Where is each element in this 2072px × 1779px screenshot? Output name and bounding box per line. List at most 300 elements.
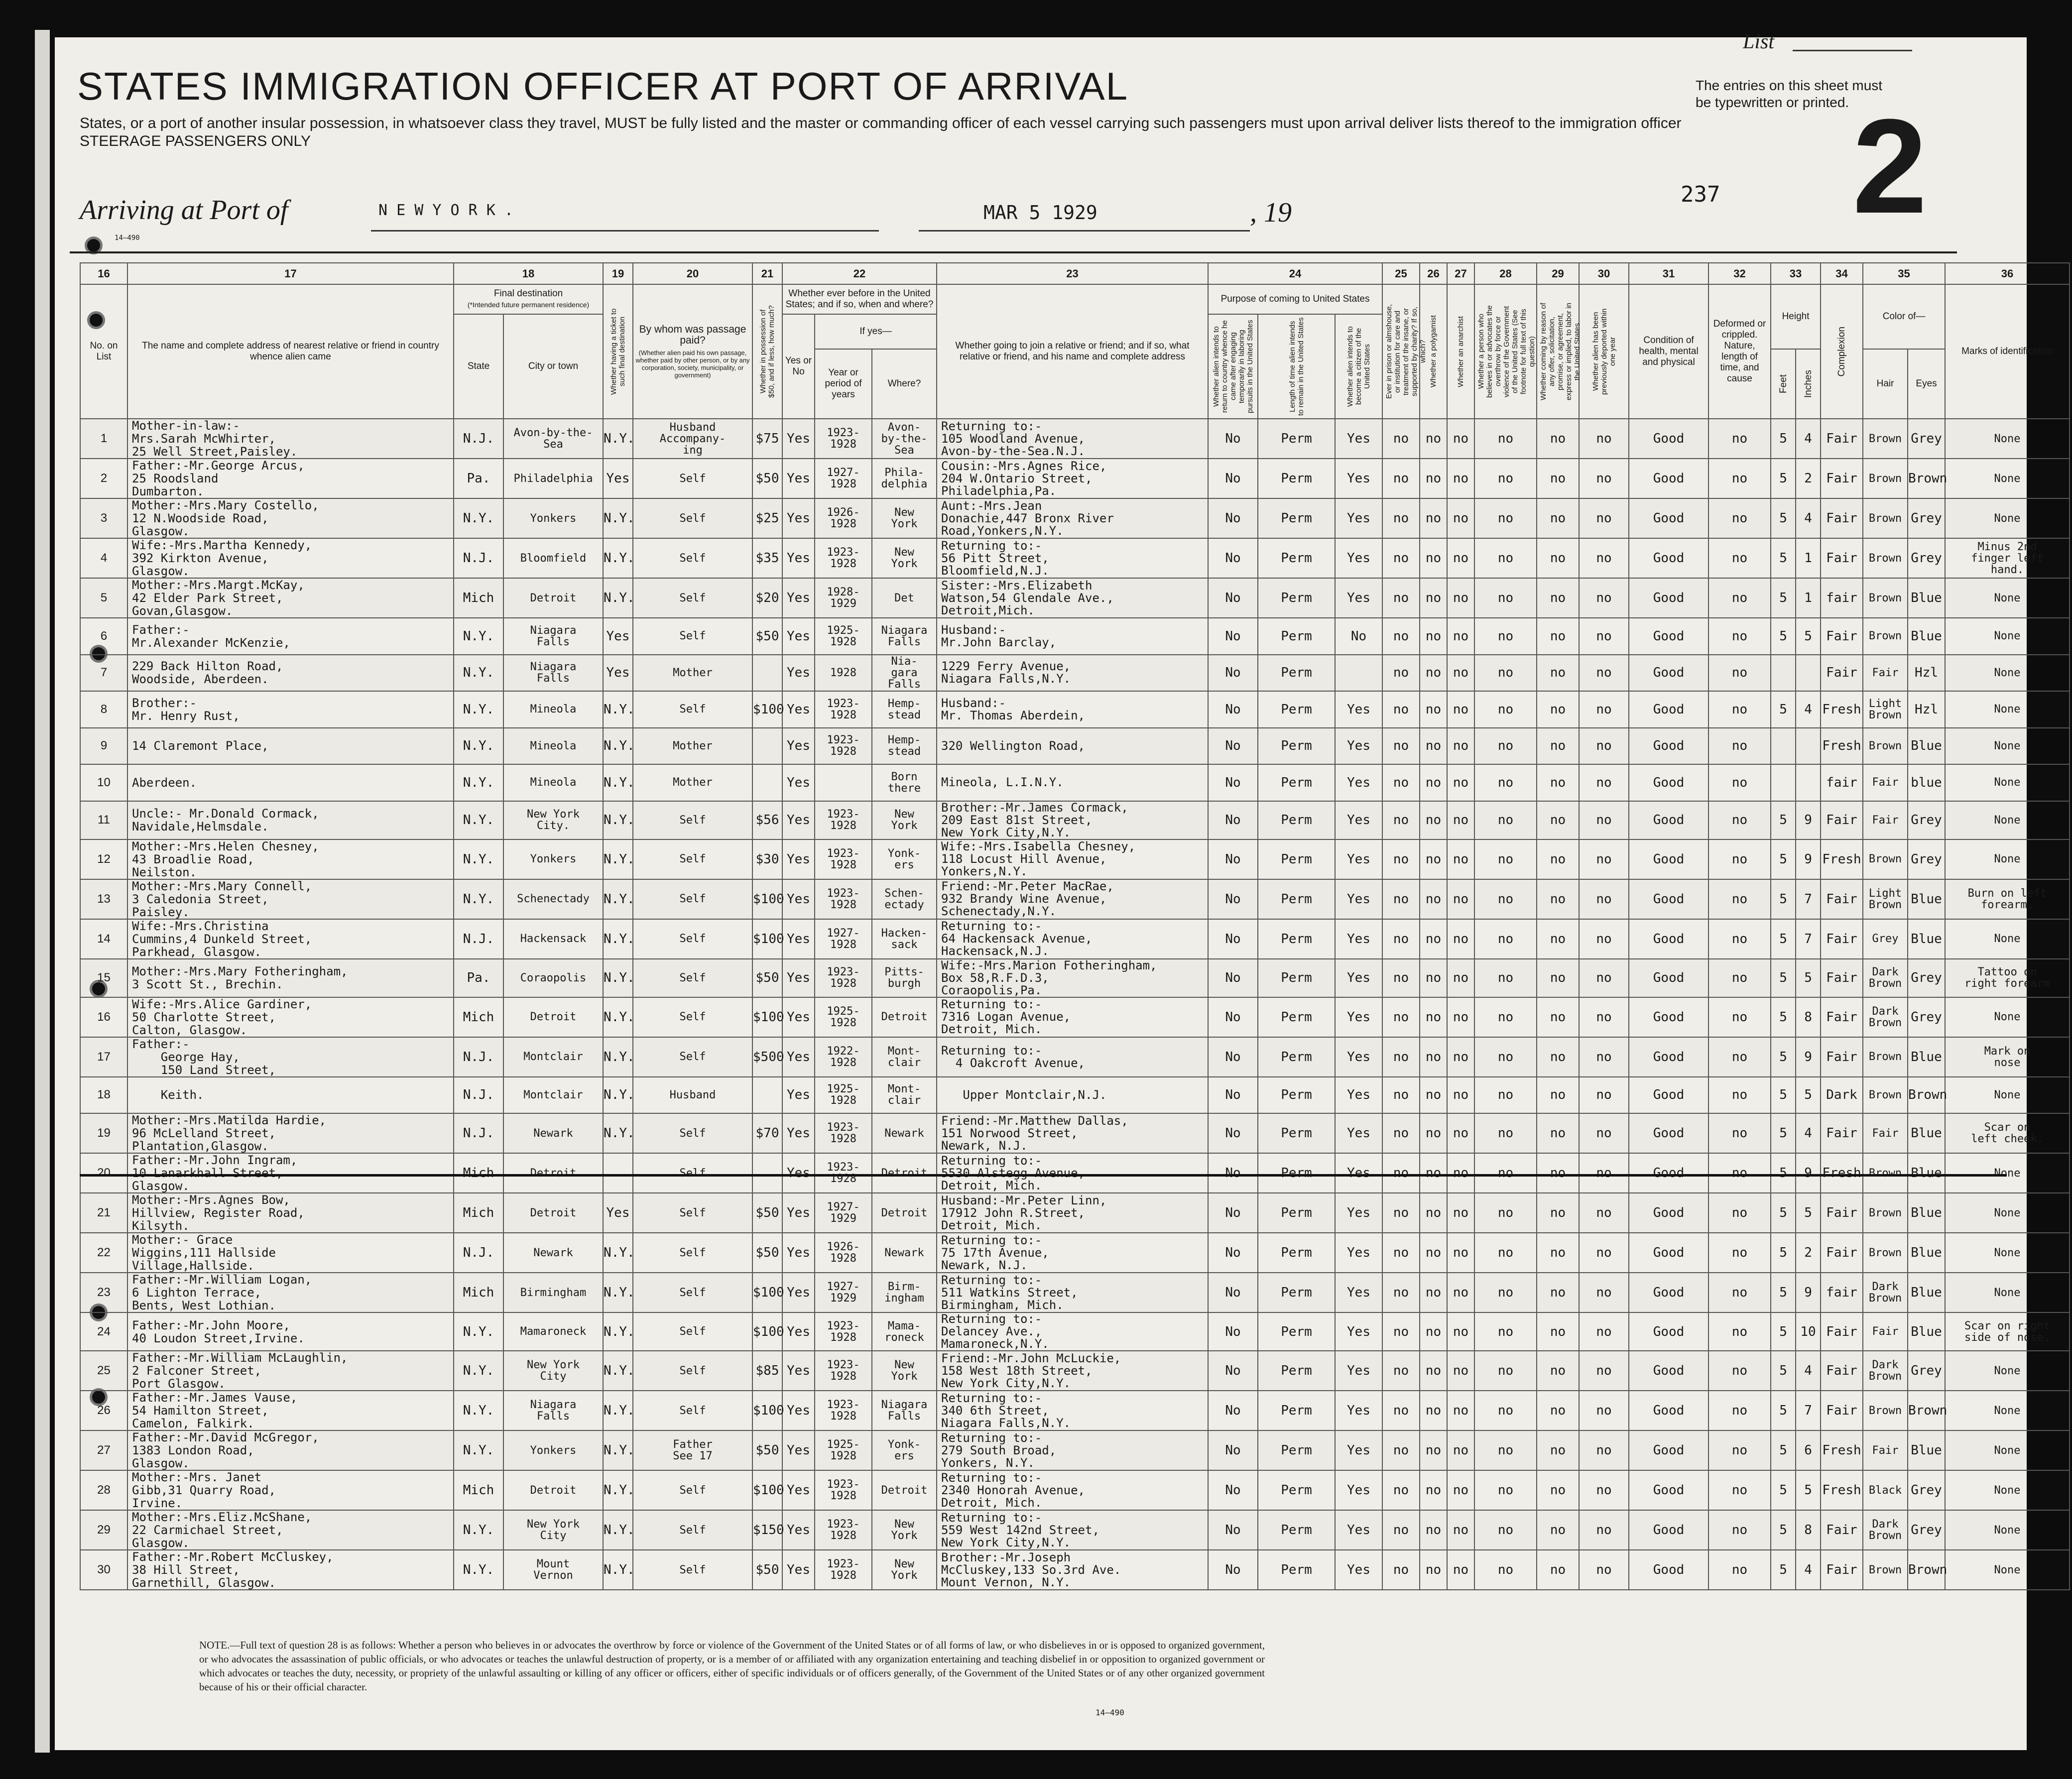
paid-by-cell: Mother [633, 728, 752, 765]
q28-cell: no [1474, 1037, 1537, 1077]
eyes-cell: Brown [1908, 459, 1945, 498]
eyes-cell: Blue [1908, 1312, 1945, 1351]
years-cell: 1923- 1928 [815, 1550, 872, 1590]
q29-cell: no [1537, 1233, 1579, 1273]
years-cell: 1923- 1928 [815, 1153, 872, 1193]
anarchist-cell: no [1447, 498, 1474, 538]
q29-label: Whether coming by reason of any offer, solicitation, promise, or agreement, express or implied, to labor in the United States [1539, 303, 1582, 400]
before-us-cell: Yes [782, 578, 815, 618]
where-cell: Detroit [872, 1470, 937, 1510]
paid-by-cell: Self [633, 538, 752, 578]
where-cell: New York [872, 498, 937, 538]
where-cell: Pitts- burgh [872, 959, 937, 997]
stay-length-cell: Perm [1258, 801, 1335, 839]
q28-label: Whether a person who believes in or advocates the overthrow by force or violence of the Government of the United States (See footnote for full text of this question) [1477, 305, 1537, 398]
polygamist-cell: no [1420, 997, 1447, 1037]
ticket-cell: N.Y. [603, 997, 633, 1037]
hair-cell: Brown [1863, 728, 1908, 765]
years-cell: 1927- 1929 [815, 1273, 872, 1312]
anarchist-cell: no [1447, 1077, 1474, 1114]
height-inches-cell: 9 [1796, 839, 1821, 879]
return-intent-cell: No [1208, 879, 1258, 919]
city-cell: Mamaroneck [503, 1312, 603, 1351]
height-inches-cell: 9 [1796, 1153, 1821, 1193]
q28-cell: no [1474, 1233, 1537, 1273]
q30-cell: no [1579, 1113, 1629, 1153]
money-cell: $35 [752, 538, 782, 578]
years-cell: 1923- 1928 [815, 801, 872, 839]
ticket-cell: N.Y. [603, 1510, 633, 1550]
height-inches-cell: 4 [1796, 1550, 1821, 1590]
table-row [80, 1233, 2070, 1273]
before-us-cell: Yes [782, 419, 815, 459]
q29-cell: no [1537, 618, 1579, 655]
anarchist-cell: no [1447, 419, 1474, 459]
q30-cell: no [1579, 1312, 1629, 1351]
return-intent-cell: No [1208, 498, 1258, 538]
years-cell [815, 764, 872, 801]
state-cell: N.J. [454, 538, 503, 578]
where-cell: New York [872, 538, 937, 578]
return-intent-cell: No [1208, 1273, 1258, 1312]
stay-length-cell: Perm [1258, 1312, 1335, 1351]
table-row [80, 919, 2070, 959]
prison-cell: no [1382, 1430, 1420, 1470]
column-number: 34 [1821, 263, 1863, 284]
q29-cell: no [1537, 1391, 1579, 1430]
prison-cell: no [1382, 1470, 1420, 1510]
eyes-cell: Grey [1908, 959, 1945, 997]
nearest-relative-cell: Aberdeen. [127, 764, 454, 801]
anarchist-cell: no [1447, 879, 1474, 919]
stay-length-cell: Perm [1258, 728, 1335, 765]
anarchist-cell: no [1447, 1470, 1474, 1510]
q30-cell: no [1579, 1470, 1629, 1510]
complexion-cell: Fresh [1821, 691, 1863, 728]
ticket-cell: N.Y. [603, 1470, 633, 1510]
citizen-intent-cell: Yes [1335, 1077, 1382, 1114]
state-cell: Mich [454, 1193, 503, 1233]
years-cell: 1923- 1928 [815, 419, 872, 459]
health-cell: Good [1629, 1037, 1708, 1077]
stay-length-cell: Perm [1258, 538, 1335, 578]
complexion-cell: Fresh [1821, 728, 1863, 765]
state-cell: N.Y. [454, 1430, 503, 1470]
paid-by-label: By whom was passage paid? [639, 324, 746, 346]
paid-by-cell: Self [633, 691, 752, 728]
city-cell: Newark [503, 1233, 603, 1273]
prison-cell: no [1382, 1550, 1420, 1590]
column-number: 19 [603, 263, 633, 284]
prison-cell: no [1382, 498, 1420, 538]
q29-cell: no [1537, 1351, 1579, 1391]
complexion-label: Complexion [1836, 326, 1847, 377]
subtitle-line-2: STEERAGE PASSENGERS ONLY [80, 133, 311, 149]
marks-cell: None [1945, 801, 2070, 839]
height-feet-cell: 5 [1771, 1233, 1796, 1273]
header-purpose-a [1208, 314, 1258, 419]
complexion-cell: Fair [1821, 919, 1863, 959]
complexion-cell: Fresh [1821, 1430, 1863, 1470]
return-intent-cell: No [1208, 764, 1258, 801]
column-number: 20 [633, 263, 752, 284]
return-intent-cell: No [1208, 1510, 1258, 1550]
complexion-cell: Fair [1821, 1037, 1863, 1077]
city-cell: Niagara Falls [503, 1391, 603, 1430]
column-header-row-1 [80, 284, 2070, 314]
citizen-intent-cell: Yes [1335, 959, 1382, 997]
table-row [80, 1153, 2070, 1193]
where-cell: Niagara Falls [872, 1391, 937, 1430]
years-cell: 1926- 1928 [815, 1233, 872, 1273]
joining-cell: Returning to:- 511 Watkins Street, Birmingham, Mich. [937, 1273, 1208, 1312]
return-intent-cell: No [1208, 728, 1258, 765]
money-cell: $100 [752, 879, 782, 919]
purpose-b-label: Length of time alien intends to remain in the United States [1288, 317, 1305, 416]
eyes-cell: Grey [1908, 1351, 1945, 1391]
q30-cell: no [1579, 1550, 1629, 1590]
hair-cell: Light Brown [1863, 879, 1908, 919]
ticket-cell: N.Y. [603, 538, 633, 578]
marks-cell: None [1945, 419, 2070, 459]
ticket-cell: N.Y. [603, 1312, 633, 1351]
polygamist-cell: no [1420, 1037, 1447, 1077]
citizen-intent-cell: Yes [1335, 691, 1382, 728]
row-number: 5 [80, 578, 127, 618]
prison-cell: no [1382, 655, 1420, 692]
polygamist-cell: no [1420, 764, 1447, 801]
nearest-relative-cell: 14 Claremont Place, [127, 728, 454, 765]
stay-length-cell: Perm [1258, 498, 1335, 538]
paid-by-cell: Self [633, 1351, 752, 1391]
eyes-cell: Grey [1908, 538, 1945, 578]
marks-cell: None [1945, 839, 2070, 879]
marks-cell: None [1945, 1193, 2070, 1233]
ticket-cell: N.Y. [603, 691, 633, 728]
list-label: List [1743, 30, 1775, 53]
health-cell: Good [1629, 419, 1708, 459]
where-cell: New York [872, 1510, 937, 1550]
height-feet-cell: 5 [1771, 498, 1796, 538]
marks-cell: None [1945, 459, 2070, 498]
q29-cell: no [1537, 459, 1579, 498]
marks-cell: None [1945, 1510, 2070, 1550]
health-cell: Good [1629, 1351, 1708, 1391]
height-feet-cell: 5 [1771, 997, 1796, 1037]
row-number: 10 [80, 764, 127, 801]
citizen-intent-cell: Yes [1335, 1233, 1382, 1273]
joining-cell: Aunt:-Mrs.Jean Donachie,447 Bronx River Road,Yonkers,N.Y. [937, 498, 1208, 538]
marks-cell: None [1945, 1430, 2070, 1470]
header-year-period: Year or period of years [815, 349, 872, 419]
complexion-cell: Fair [1821, 538, 1863, 578]
eyes-cell: Grey [1908, 839, 1945, 879]
q30-cell: no [1579, 498, 1629, 538]
paid-by-cell: Self [633, 801, 752, 839]
deformed-cell: no [1708, 919, 1771, 959]
before-us-cell: Yes [782, 1312, 815, 1351]
money-cell: $85 [752, 1351, 782, 1391]
state-cell: N.Y. [454, 618, 503, 655]
deformed-cell: no [1708, 1077, 1771, 1114]
paid-by-cell: Self [633, 1391, 752, 1430]
q30-cell: no [1579, 618, 1629, 655]
table-row [80, 1430, 2070, 1470]
anarchist-cell: no [1447, 538, 1474, 578]
health-cell: Good [1629, 538, 1708, 578]
hair-cell: Fair [1863, 655, 1908, 692]
q28-cell: no [1474, 1153, 1537, 1193]
citizen-intent-cell: Yes [1335, 1273, 1382, 1312]
table-row [80, 764, 2070, 801]
row-number: 12 [80, 839, 127, 879]
height-inches-cell [1796, 764, 1821, 801]
eyes-cell: Brown [1908, 1550, 1945, 1590]
prison-label: Ever in prison or almshouse, or institution for care and treatment of the insane, or supported by charity? If so, which? [1385, 304, 1428, 399]
column-number: 28 [1474, 263, 1537, 284]
years-cell: 1925- 1928 [815, 1077, 872, 1114]
marks-cell: None [1945, 1470, 2070, 1510]
where-cell: Born there [872, 764, 937, 801]
height-inches-cell [1796, 655, 1821, 692]
state-cell: N.Y. [454, 1510, 503, 1550]
marks-cell: None [1945, 1233, 2070, 1273]
city-cell: Mineola [503, 764, 603, 801]
q30-cell: no [1579, 1233, 1629, 1273]
q29-cell: no [1537, 1193, 1579, 1233]
complexion-cell: Fair [1821, 879, 1863, 919]
q28-cell: no [1474, 459, 1537, 498]
ticket-cell: N.Y. [603, 1430, 633, 1470]
stay-length-cell: Perm [1258, 618, 1335, 655]
joining-cell: Brother:-Mr.James Cormack, 209 East 81st Street, New York City,N.Y. [937, 801, 1208, 839]
marks-cell: None [1945, 498, 2070, 538]
stay-length-cell: Perm [1258, 1077, 1335, 1114]
health-cell: Good [1629, 959, 1708, 997]
polygamist-cell: no [1420, 1233, 1447, 1273]
joining-cell: Returning to:- 559 West 142nd Street, New York City,N.Y. [937, 1510, 1208, 1550]
stay-length-cell: Perm [1258, 1113, 1335, 1153]
money-cell: $500 [752, 1037, 782, 1077]
state-cell: N.Y. [454, 839, 503, 879]
hair-cell: Brown [1863, 1233, 1908, 1273]
hair-cell: Grey [1863, 919, 1908, 959]
port-underline [371, 230, 879, 232]
where-cell: Nia- gara Falls [872, 655, 937, 692]
health-cell: Good [1629, 459, 1708, 498]
health-cell: Good [1629, 728, 1708, 765]
before-us-cell: Yes [782, 959, 815, 997]
before-us-cell: Yes [782, 655, 815, 692]
stay-length-cell: Perm [1258, 1037, 1335, 1077]
years-cell: 1923- 1928 [815, 959, 872, 997]
where-cell: Detroit [872, 1153, 937, 1193]
form-number-bottom: 14—490 [1096, 1708, 1124, 1717]
return-intent-cell: No [1208, 1153, 1258, 1193]
q30-cell: no [1579, 1193, 1629, 1233]
return-intent-cell: No [1208, 801, 1258, 839]
where-cell: Yonk- ers [872, 1430, 937, 1470]
table-row [80, 997, 2070, 1037]
prison-cell: no [1382, 1233, 1420, 1273]
health-cell: Good [1629, 1430, 1708, 1470]
return-intent-cell: No [1208, 1470, 1258, 1510]
money-cell: $50 [752, 618, 782, 655]
polygamist-cell: no [1420, 1153, 1447, 1193]
complexion-cell: Fair [1821, 1233, 1863, 1273]
q28-cell: no [1474, 764, 1537, 801]
deformed-cell: no [1708, 839, 1771, 879]
document-title: STATES IMMIGRATION OFFICER AT PORT OF ARRIVAL [77, 64, 1129, 108]
years-cell: 1922- 1928 [815, 1037, 872, 1077]
hair-cell: Dark Brown [1863, 1510, 1908, 1550]
header-q29 [1537, 284, 1582, 419]
stay-length-cell: Perm [1258, 1391, 1335, 1430]
marks-cell: None [1945, 655, 2070, 692]
city-cell: Birmingham [503, 1273, 603, 1312]
state-cell: N.J. [454, 1037, 503, 1077]
paid-by-cell: Mother [633, 655, 752, 692]
joining-cell: Returning to:- 64 Hackensack Avenue, Hackensack,N.J. [937, 919, 1208, 959]
document-subtitle [80, 115, 1682, 150]
eyes-cell: Blue [1908, 1273, 1945, 1312]
height-inches-cell: 1 [1796, 578, 1821, 618]
column-number: 33 [1771, 263, 1821, 284]
height-feet-cell [1771, 728, 1796, 765]
money-cell: $50 [752, 1193, 782, 1233]
city-cell: Yonkers [503, 839, 603, 879]
q28-cell: no [1474, 1193, 1537, 1233]
height-inches-cell: 8 [1796, 997, 1821, 1037]
city-cell: Montclair [503, 1077, 603, 1114]
q30-cell: no [1579, 459, 1629, 498]
height-feet-cell: 5 [1771, 1153, 1796, 1193]
years-cell: 1923- 1928 [815, 1470, 872, 1510]
nearest-relative-cell: Mother:-Mrs.Eliz.McShane, 22 Carmichael Street, Glasgow. [127, 1510, 454, 1550]
hair-cell: Brown [1863, 1077, 1908, 1114]
stay-length-cell: Perm [1258, 1193, 1335, 1233]
money-cell: $50 [752, 459, 782, 498]
row-number: 11 [80, 801, 127, 839]
polygamist-cell: no [1420, 1550, 1447, 1590]
money-cell [752, 728, 782, 765]
hair-cell: Brown [1863, 538, 1908, 578]
complexion-cell: Fair [1821, 459, 1863, 498]
column-number: 21 [752, 263, 782, 284]
where-cell: Newark [872, 1113, 937, 1153]
nearest-relative-cell: Mother-in-law:- Mrs.Sarah McWhirter, 25 Well Street,Paisley. [127, 419, 454, 459]
nearest-relative-cell: Mother:-Mrs. Janet Gibb,31 Quarry Road, Irvine. [127, 1470, 454, 1510]
paid-by-cell: Self [633, 1193, 752, 1233]
marks-cell: None [1945, 728, 2070, 765]
q28-cell: no [1474, 538, 1537, 578]
return-intent-cell: No [1208, 1391, 1258, 1430]
state-cell: N.J. [454, 1113, 503, 1153]
health-cell: Good [1629, 919, 1708, 959]
hair-cell: Dark Brown [1863, 1273, 1908, 1312]
eyes-cell: Hzl [1908, 655, 1945, 692]
height-feet-cell: 5 [1771, 919, 1796, 959]
marks-cell: None [1945, 1153, 2070, 1193]
marks-cell: Mark on nose [1945, 1037, 2070, 1077]
q30-cell: no [1579, 1153, 1629, 1193]
table-row [80, 1391, 2070, 1430]
column-number: 29 [1537, 263, 1579, 284]
header-where: Where? [872, 349, 937, 419]
prison-cell: no [1382, 1351, 1420, 1391]
complexion-cell: Fair [1821, 1113, 1863, 1153]
before-us-cell: Yes [782, 1273, 815, 1312]
marks-cell: Scar on left cheek. [1945, 1113, 2070, 1153]
anarchist-cell: no [1447, 919, 1474, 959]
prison-cell: no [1382, 459, 1420, 498]
paid-by-cell: Father See 17 [633, 1430, 752, 1470]
return-intent-cell: No [1208, 618, 1258, 655]
anarchist-cell: no [1447, 1312, 1474, 1351]
health-cell: Good [1629, 879, 1708, 919]
row-number: 2 [80, 459, 127, 498]
return-intent-cell: No [1208, 1233, 1258, 1273]
stay-length-cell: Perm [1258, 1430, 1335, 1470]
marks-cell: None [1945, 1391, 2070, 1430]
joining-cell: Returning to:- 56 Pitt Street, Bloomfield,N.J. [937, 538, 1208, 578]
complexion-cell: Fair [1821, 1351, 1863, 1391]
years-cell: 1923- 1928 [815, 1510, 872, 1550]
header-height: Height [1771, 284, 1821, 349]
hair-cell: Light Brown [1863, 691, 1908, 728]
column-number: 26 [1420, 263, 1447, 284]
prison-cell: no [1382, 1273, 1420, 1312]
table-row [80, 538, 2070, 578]
column-number: 22 [782, 263, 937, 284]
hair-cell: Fair [1863, 1430, 1908, 1470]
q29-cell: no [1537, 498, 1579, 538]
prison-cell: no [1382, 1113, 1420, 1153]
prison-cell: no [1382, 728, 1420, 765]
city-cell: New York City [503, 1351, 603, 1391]
table-row [80, 655, 2070, 692]
nearest-relative-cell: Father:-Mr.William Logan, 6 Lighton Terrace, Bents, West Lothian. [127, 1273, 454, 1312]
return-intent-cell: No [1208, 419, 1258, 459]
stay-length-cell: Perm [1258, 419, 1335, 459]
polygamist-cell: no [1420, 1351, 1447, 1391]
complexion-cell: Fair [1821, 618, 1863, 655]
eyes-cell: Blue [1908, 1037, 1945, 1077]
complexion-cell: Fair [1821, 655, 1863, 692]
hair-cell: Brown [1863, 839, 1908, 879]
row-number: 15 [80, 959, 127, 997]
hair-cell: Brown [1863, 1193, 1908, 1233]
return-intent-cell: No [1208, 1077, 1258, 1114]
money-cell: $100 [752, 1391, 782, 1430]
return-intent-cell: No [1208, 997, 1258, 1037]
prison-cell: no [1382, 764, 1420, 801]
height-inches-cell: 10 [1796, 1312, 1821, 1351]
height-inches-cell [1796, 728, 1821, 765]
height-feet-cell: 5 [1771, 959, 1796, 997]
footnote: NOTE.—Full text of question 28 is as follows: Whether a person who believes in or advocates the overthrow by force or violence of the Government of the United States or of all forms of law, or who disbelieves in or is opposed to organized government, or who advocates the assassination of public officials, or who advocates or teaches the unlawful destruction of property, or is a member of or affiliated with any organization entertaining and teaching disbelief in or opposition to organized government or which advocates or teaches the duty, necessity, or propriety of the unlawful assaulting or killing of any officer or officers, either of specific individuals or of officers generally, of the Government of the United States or of any other organized government because of his or their official character. [199, 1639, 1265, 1693]
anarchist-cell: no [1447, 1153, 1474, 1193]
anarchist-cell: no [1447, 1037, 1474, 1077]
city-cell: New York City. [503, 801, 603, 839]
nearest-relative-cell: Wife:-Mrs.Alice Gardiner, 50 Charlotte Street, Calton, Glasgow. [127, 997, 454, 1037]
prison-cell: no [1382, 839, 1420, 879]
deformed-cell: no [1708, 1193, 1771, 1233]
q30-cell: no [1579, 919, 1629, 959]
stay-length-cell: Perm [1258, 578, 1335, 618]
height-feet-cell: 5 [1771, 1312, 1796, 1351]
return-intent-cell: No [1208, 839, 1258, 879]
